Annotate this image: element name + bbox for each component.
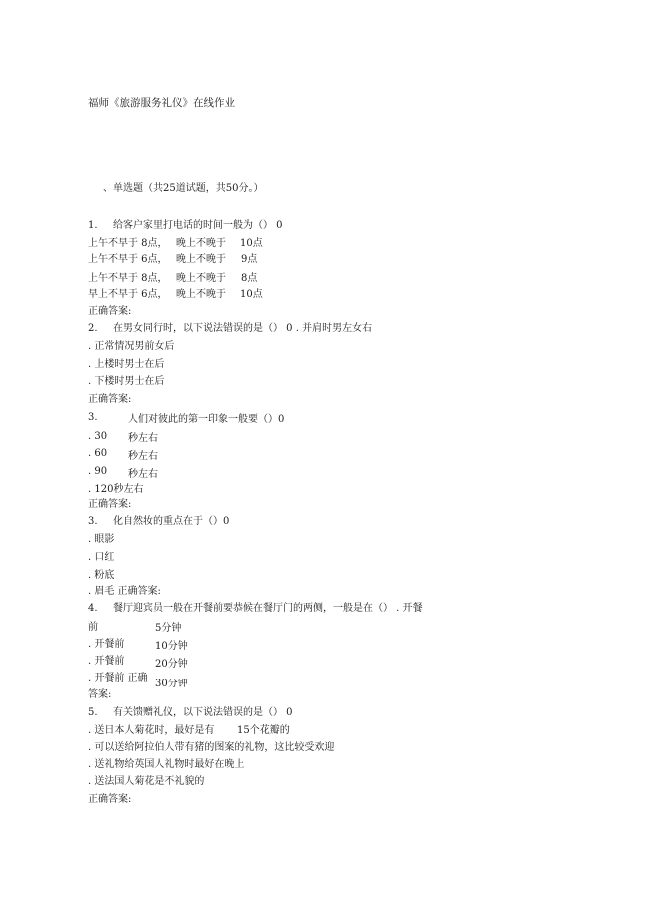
option-label: . 可以送给阿拉伯人带有猪的图案的礼物，这比较受欢迎 — [88, 742, 335, 753]
option-label: 20分钟 — [155, 659, 188, 670]
question-text: 给客户家里打电话的时间一般为（） 0 — [113, 220, 283, 231]
option-label: 上午不早于 8点， — [88, 238, 168, 249]
option-label: 10分钟 — [155, 641, 188, 652]
answer-label: 正确答案: — [88, 306, 132, 317]
option-label: . 送法国人菊花是不礼貌的 — [88, 776, 205, 787]
option-label: 上午不早于 6点， — [88, 254, 168, 265]
option-label: 早上不早于 6点， — [88, 289, 168, 300]
option-label: . 30 — [88, 431, 108, 442]
question-number: 4. — [88, 603, 98, 614]
option-label: 晚上不晚于 — [176, 254, 226, 265]
question-text: 餐厅迎宾员一般在开餐前要恭候在餐厅门的两侧，一般是在（） . 开餐 — [113, 603, 423, 614]
option-label: 晚上不晚于 — [176, 273, 226, 284]
option-label: 秒左右 — [128, 451, 158, 462]
option-label: . 口红 — [88, 552, 115, 563]
option-label: 秒左右 — [128, 433, 158, 444]
option-label: . 90 — [88, 466, 108, 477]
option-label: 9点 — [241, 254, 258, 265]
option-label: . 送礼物给英国人礼物时最好在晚上 — [88, 759, 245, 770]
option-label: . 粉底 — [88, 570, 115, 581]
option-label: . 下楼时男士在后 — [88, 376, 165, 387]
document-title: 福师《旅游服务礼仪》在线作业 — [88, 97, 235, 109]
option-label: 5分钟 — [155, 623, 182, 634]
option-label: . 正常情况男前女后 — [88, 341, 175, 352]
option-label: 10点 — [240, 289, 263, 300]
section-heading: 、单选题（共25道试题，共50分。） — [103, 183, 264, 194]
option-label: 秒左右 — [128, 469, 158, 480]
question-text: 化自然妆的重点在于（）0 — [113, 516, 230, 527]
option-label: . 开餐前 — [88, 656, 125, 667]
question-number: 1. — [88, 220, 98, 231]
option-label: . 开餐前 正确 — [88, 673, 148, 684]
option-label: 10点 — [240, 238, 263, 249]
answer-label: 正确答案: — [88, 394, 132, 405]
option-label: . 上楼时男士在后 — [88, 359, 165, 370]
option-label: 上午不早于 8点， — [88, 273, 168, 284]
question-number: 5. — [88, 707, 98, 718]
answer-label: 正确答案: — [88, 794, 132, 805]
option-label: 15个花瓣的 — [237, 725, 290, 736]
option-label: . 开餐前 — [88, 639, 125, 650]
option-label: 晚上不晚于 — [176, 289, 226, 300]
option-label: 8点 — [241, 273, 258, 284]
option-label: . 60 — [88, 448, 108, 459]
answer-label: 答案: — [88, 689, 112, 700]
answer-label: 正确答案: — [88, 499, 132, 510]
question-number: 2. — [88, 323, 98, 334]
option-label: 前 — [88, 622, 98, 633]
question-text: 人们对彼此的第一印象一般要（）0 — [128, 414, 285, 425]
option-label-clipped: 30分钟 — [155, 679, 188, 687]
question-number: 3. — [88, 516, 98, 527]
option-label: . 眉毛 正确答案: — [88, 586, 161, 597]
question-text: 有关馈赠礼仪，以下说法错误的是（） 0 — [113, 707, 293, 718]
question-text: 在男女同行时，以下说法错误的是（） 0 . 并肩时男左女右 — [113, 323, 373, 334]
question-number: 3. — [88, 412, 98, 423]
option-label: . 眼影 — [88, 534, 115, 545]
option-label: . 送日本人菊花时，最好是有 — [88, 725, 215, 736]
option-label: . 120秒左右 — [88, 484, 144, 495]
option-label: 晚上不晚于 — [176, 238, 226, 249]
